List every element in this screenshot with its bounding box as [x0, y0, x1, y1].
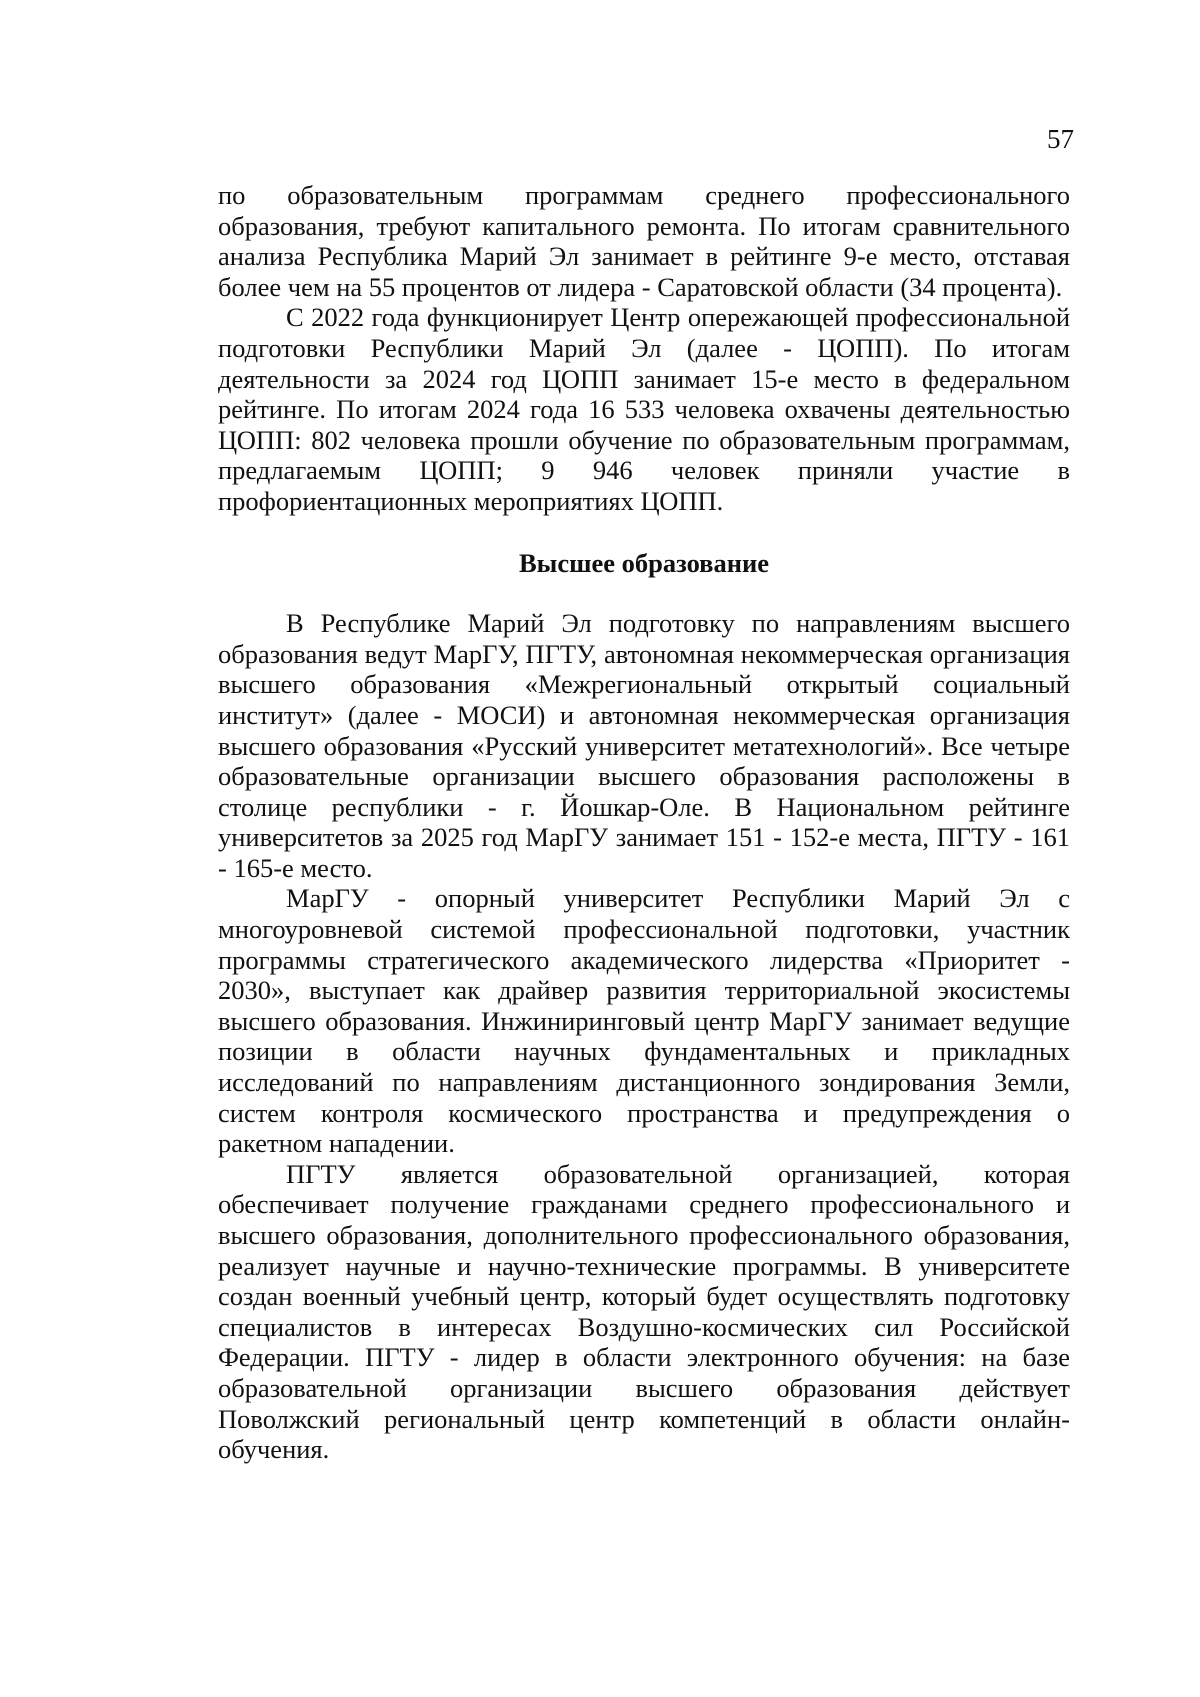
page-number: 57: [1047, 124, 1074, 154]
paragraph-pgtu: ПГТУ является образовательной организацией, которая обеспечивает получение гражданами среднего профессионального и высшего образования, дополнительного профессионального образования, реализует научные и научно-технические программы. В университете создан военный учебный центр, который будет осуществлять подготовку специалистов в интересах Воздушно-космических сил Российской Федерации. ПГТУ - лидер в области электронного обучения: на базе образовательной организации высшего образования действует Поволжский региональный центр компетенций в области онлайн-обучения.: [218, 1158, 1070, 1465]
paragraph-copp: С 2022 года функционирует Центр опережающей профессиональной подготовки Республики Марий Эл (далее - ЦОПП). По итогам деятельности за 2024 год ЦОПП занимает 15-е место в федеральном рейтинге. По итогам 2024 года 16 533 человека охвачены деятельностью ЦОПП: 802 человека прошли обучение по образовательным программам, предлагаемым ЦОПП; 9 946 человек приняли участие в профориентационных мероприятиях ЦОПП.: [218, 302, 1070, 516]
section-heading-higher-education: Высшее образование: [518, 547, 770, 578]
paragraph-universities: В Республике Марий Эл подготовку по направлениям высшего образования ведут МарГУ, ПГТУ, автономная некоммерческая организация высшего образования «Межрегиональный открытый социальный институт» (далее - МОСИ) и автономная некоммерческая организация высшего образования «Русский университет метатехнологий». Все четыре образовательные организации высшего образования расположены в столице республики - г. Йошкар-Оле. В Национальном рейтинге университетов за 2025 год МарГУ занимает 151 - 152-е места, ПГТУ - 161 - 165-е место.: [218, 608, 1070, 883]
paragraph-margu: МарГУ - опорный университет Республики Марий Эл с многоуровневой системой профессиональной подготовки, участник программы стратегического академического лидерства «Приоритет - 2030», выступает как драйвер развития территориальной экосистемы высшего образования. Инжиниринговый центр МарГУ занимает ведущие позиции в области научных фундаментальных и прикладных исследований по направлениям дистанционного зондирования Земли, систем контроля космического пространства и предупреждения о ракетном нападении.: [218, 883, 1070, 1159]
paragraph-spo-repair: по образовательным программам среднего профессионального образования, требуют капитального ремонта. По итогам сравнительного анализа Республика Марий Эл занимает в рейтинге 9-е место, отставая более чем на 55 процентов от лидера - Саратовской области (34 процента).: [218, 180, 1070, 302]
document-body: [218, 180, 1070, 1465]
